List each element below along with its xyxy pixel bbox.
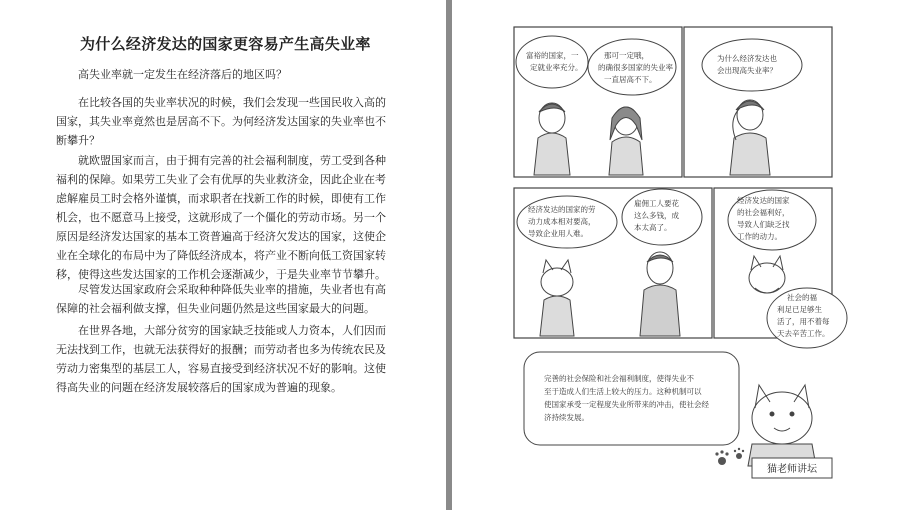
caption-box <box>524 352 739 445</box>
cat-head-icon <box>749 256 785 293</box>
page-title: 为什么经济发达的国家更容易产生高失业率 <box>80 35 371 53</box>
paragraph: 在世界各地，大部分贫穷的国家缺乏技能或人力资本，人们因而无法找到工作，也就无法获得好的报酬；而劳动者也多为传统农民及劳动力密集型的基层工人，容易直接受到经济状况不好的影响。这使得高失业的问题在经济发展较落后的国家成为普遍的现象。 <box>56 324 386 394</box>
paragraph: 高失业率就一定发生在经济落后的地区吗？ <box>78 68 287 81</box>
bubble-6-text: 经济发达的国家 的社会福利好， 导致人们缺乏找 工作的动力。 <box>737 196 790 241</box>
bubble-3-text: 为什么经济发达也 会出现高失业率？ <box>717 54 777 75</box>
paragraph: 就欧盟国家而言，由于拥有完善的社会福利制度，劳工受到各种福利的保障。如果劳工失业了会有优厚的失业救济金，因此企业在考虑解雇员工时会格外谨慎，而求职者在找新工作的时候，即使有工作机会，也不愿意马上接受，这就形成了一个僵化的劳动市场。另一个原因是经济发达国家的基本工资普遍高于经济欠发达的国家，这使企业在全球化的布局中为了降低经济成本，将产业不断向低工资国家转移，使得这些发达国家的工作机会逐渐减少，于是失业率节节攀升。 <box>56 154 386 281</box>
bubble-1-text: 富裕的国家，一 定就业率充分。 <box>526 51 583 72</box>
paragraph: 尽管发达国家政府会采取种种降低失业率的措施，失业者也有高保障的社会福利做支撑，但失业问题仍然是这些国家最大的问题。 <box>56 283 386 315</box>
bubble-4-text: 经济发达的国家的劳 动力成本相对要高， 导致企业用人难。 <box>528 205 596 238</box>
bubble-5-text: 雇佣工人要花 这么多钱，成 本太高了。 <box>634 199 679 232</box>
speech-bubble <box>702 39 802 91</box>
bubble-2-text: 那可一定哦， 的确很多国家的失业率 一直居高不下。 <box>598 51 673 84</box>
thinking-man-icon <box>730 100 770 175</box>
bubble-7-text: 社会的福 利足已足够生 活了，用不着每 天去辛苦工作。 <box>777 293 830 338</box>
woman-character-icon <box>609 107 643 175</box>
paw-print-icon <box>715 448 744 465</box>
paragraph: 在比较各国的失业率状况的时候，我们会发现一些国民收入高的国家，其失业率竟然也是居高不下。为何经济发达国家的失业率也不断攀升？ <box>56 96 386 147</box>
right-page <box>452 0 900 510</box>
speech-bubble <box>516 36 588 88</box>
caption-text: 完善的社会保险和社会福利制度，使得失业不 至于造成人们生活上较大的压力。这种机制可以 使国家承受一定程度失业所带来的冲击，使社会经 济持续发展。 <box>544 374 709 422</box>
left-page <box>0 0 444 510</box>
comic-strip <box>452 0 900 510</box>
cat-teacher-large-icon <box>748 385 816 466</box>
cat-teacher-icon <box>540 260 574 336</box>
man-character-icon <box>534 103 570 175</box>
man-in-suit-icon <box>640 252 680 336</box>
caption-label: 猫老师讲坛 <box>767 464 817 475</box>
